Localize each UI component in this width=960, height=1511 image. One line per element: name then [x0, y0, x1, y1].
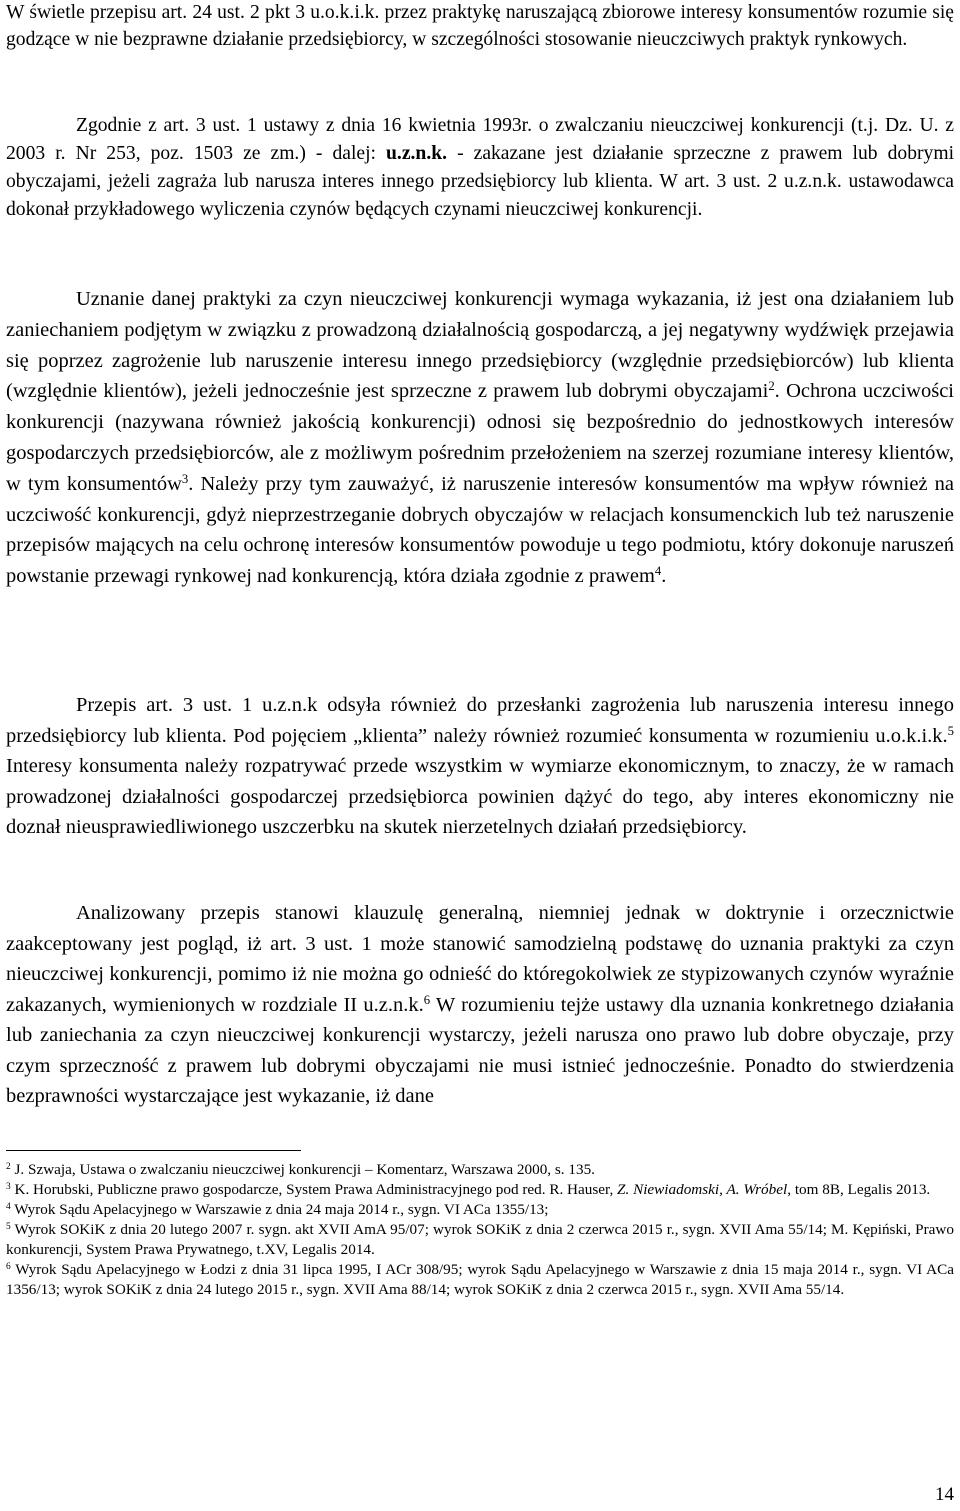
paragraph-2 — [6, 112, 954, 224]
footnote-number: 4 — [6, 1201, 11, 1212]
paragraph-5-text-a: Analizowany przepis stanowi klauzulę generalną, niemniej jednak w doktrynie i orzecznictwie zaakceptowany jest pogląd, iż art. 3 ust. 1 może stanowić samodzielną podstawę do uznania praktyki za czyn nieuczciwej konkurencji, pomimo iż nie można go odnieść do któregokolwiek ze stypizowanych czynów wyraźnie zakazanych, wymienionych w rozdziale II u.z.n.k. — [6, 902, 954, 1016]
paragraph-4 — [6, 690, 954, 843]
footnote-number: 6 — [6, 1261, 11, 1272]
paragraph-5 — [6, 898, 954, 1112]
paragraph-3-text-b: . Ochrona uczciwości konkurencji (nazywana również jakością konkurencji) odnosi się bezpośrednio do jednostkowych interesów gospodarczych przedsiębiorców, ale z możliwym pośrednim przełożeniem na szerzej rozumiane interesy klientów, w tym konsumentów — [6, 380, 954, 495]
footnote-3 — [6, 1180, 954, 1200]
paragraph-1-text: W świetle przepisu art. 24 ust. 2 pkt 3 u.o.k.i.k. przez praktykę naruszającą zbiorowe interesy konsumentów rozumie się godzące w nie bezprawne działanie przedsiębiorcy, w szczególności stosowanie nieuczciwych praktyk rynkowych. — [6, 2, 954, 50]
footnote-number: 5 — [6, 1221, 11, 1232]
footnote-number: 3 — [6, 1181, 11, 1192]
footnote-text: Wyrok Sądu Apelacyjnego w Warszawie z dnia 24 maja 2014 r., sygn. VI ACa 1355/13; — [14, 1201, 549, 1218]
footnote-separator — [6, 1150, 301, 1151]
footnote-5 — [6, 1220, 954, 1260]
abbreviation-uznk: u.z.n.k. — [386, 143, 448, 164]
paragraph-4-text-b: Interesy konsumenta należy rozpatrywać przede wszystkim w wymiarze ekonomicznym, to znaczy, że w ramach prowadzonej działalności gospodarczej przedsiębiorca powinien dążyć do tego, aby interes ekonomiczny nie doznał nieusprawiedliwionego uszczerbku na skutek nierzetelnych działań przedsiębiorcy. — [6, 755, 954, 838]
footnote-text: J. Szwaja, Ustawa o zwalczaniu nieuczciwej konkurencji – Komentarz, Warszawa 2000, s. 135. — [14, 1161, 595, 1178]
paragraph-5-text-b: W rozumieniu tejże ustawy dla uznania konkretnego działania lub zaniechania za czyn nieuczciwej konkurencji wystarczy, jeżeli narusza ono prawo lub dobre obyczaje, przy czym sprzeczność z prawem lub dobrymi obyczajami nie musi istnieć jednocześnie. Ponadto do stwierdzenia bezprawności wystarczające jest wykazanie, iż dane — [6, 993, 954, 1107]
footnote-ref-4[interactable]: 4 — [654, 564, 662, 579]
footnote-text: Wyrok SOKiK z dnia 20 lutego 2007 r. sygn. akt XVII AmA 95/07; wyrok SOKiK z dnia 2 czerwca 2015 r., sygn. XVII Ama 55/14; M. Kępiński, Prawo konkurencji, System Prawa Prywatnego, t.XV, Legalis 2014. — [6, 1221, 954, 1258]
paragraph-3-text-a: Uznanie danej praktyki za czyn nieuczciwej konkurencji wymaga wykazania, iż jest ona działaniem lub zaniechaniem podjętym w związku z prowadzoną działalnością gospodarczą, a jej negatywny wydźwięk przejawia się poprzez zagrożenie lub naruszenie interesu innego przedsiębiorcy (względnie przedsiębiorców) lub klienta (względnie klientów), jeżeli jednocześnie jest sprzeczne z prawem lub dobrymi obyczajami — [6, 288, 954, 403]
footnote-6 — [6, 1260, 954, 1300]
paragraph-1 — [6, 0, 954, 53]
footnote-ref-5[interactable]: 5 — [947, 723, 954, 738]
footnote-number: 2 — [6, 1161, 11, 1172]
footnote-editors: Z. Niewiadomski, A. Wróbel — [617, 1181, 788, 1198]
paragraph-2-text-b: - zakazane jest działanie sprzeczne z prawem lub dobrymi obyczajami, jeżeli zagraża lub narusza interes innego przedsiębiorcy lub klienta. W art. 3 ust. 2 u.z.n.k. ustawodawca dokonał przykładowego wyliczenia czynów będących czynami nieuczciwej konkurencji. — [6, 143, 955, 220]
footnote-4 — [6, 1200, 954, 1220]
footnote-text-tail: , tom 8B, Legalis 2013. — [787, 1181, 931, 1198]
footnote-text: Wyrok Sądu Apelacyjnego w Łodzi z dnia 31 lipca 1995, I ACr 308/95; wyrok Sądu Apelacyjnego w Warszawie z dnia 15 maja 2014 r., sygn. VI ACa 1356/13; wyrok SOKiK z dnia 24 lutego 2015 r., sygn. XVII Ama 88/14; wyrok SOKiK z dnia 2 czerwca 2015 r., sygn. XVII Ama 55/14. — [6, 1261, 954, 1298]
footnote-text: K. Horubski, Publiczne prawo gospodarcze, System Prawa Administracyjnego pod red. R. Hauser, — [14, 1181, 614, 1198]
footnote-ref-3[interactable]: 3 — [181, 471, 189, 486]
paragraph-3-text-d: . — [661, 565, 667, 588]
page-number: 14 — [935, 1484, 954, 1505]
footnotes — [6, 1160, 954, 1300]
paragraph-4-text-a: Przepis art. 3 ust. 1 u.z.n.k odsyła również do przesłanki zagrożenia lub naruszenia interesu innego przedsiębiorcy lub klienta. Pod pojęciem „klienta” należy również rozumieć konsumenta w rozumieniu u.o.k.i.k. — [6, 694, 954, 747]
paragraph-2-text-a: Zgodnie z art. 3 ust. 1 ustawy z dnia 16 kwietnia 1993r. o zwalczaniu nieuczciwej konkurencji (t.j. Dz. U. z 2003 r. Nr 253, poz. 1503 ze zm.) - dalej: — [6, 115, 954, 164]
footnote-2 — [6, 1160, 954, 1180]
footnote-ref-2[interactable]: 2 — [768, 379, 775, 394]
paragraph-3-text-c: . Należy przy tym zauważyć, iż naruszenie interesów konsumentów ma wpływ również na uczciwość konkurencji, gdyż nieprzestrzeganie dobrych obyczajów w relacjach konsumenckich lub też naruszenie przepisów mających na celu ochronę interesów konsumentów powoduje u tego podmiotu, który dokonuje naruszeń powstanie przewagi rynkowej nad konkurencją, która działa zgodnie z prawem — [6, 472, 955, 588]
footnote-ref-6[interactable]: 6 — [423, 992, 431, 1007]
paragraph-3 — [6, 284, 954, 592]
